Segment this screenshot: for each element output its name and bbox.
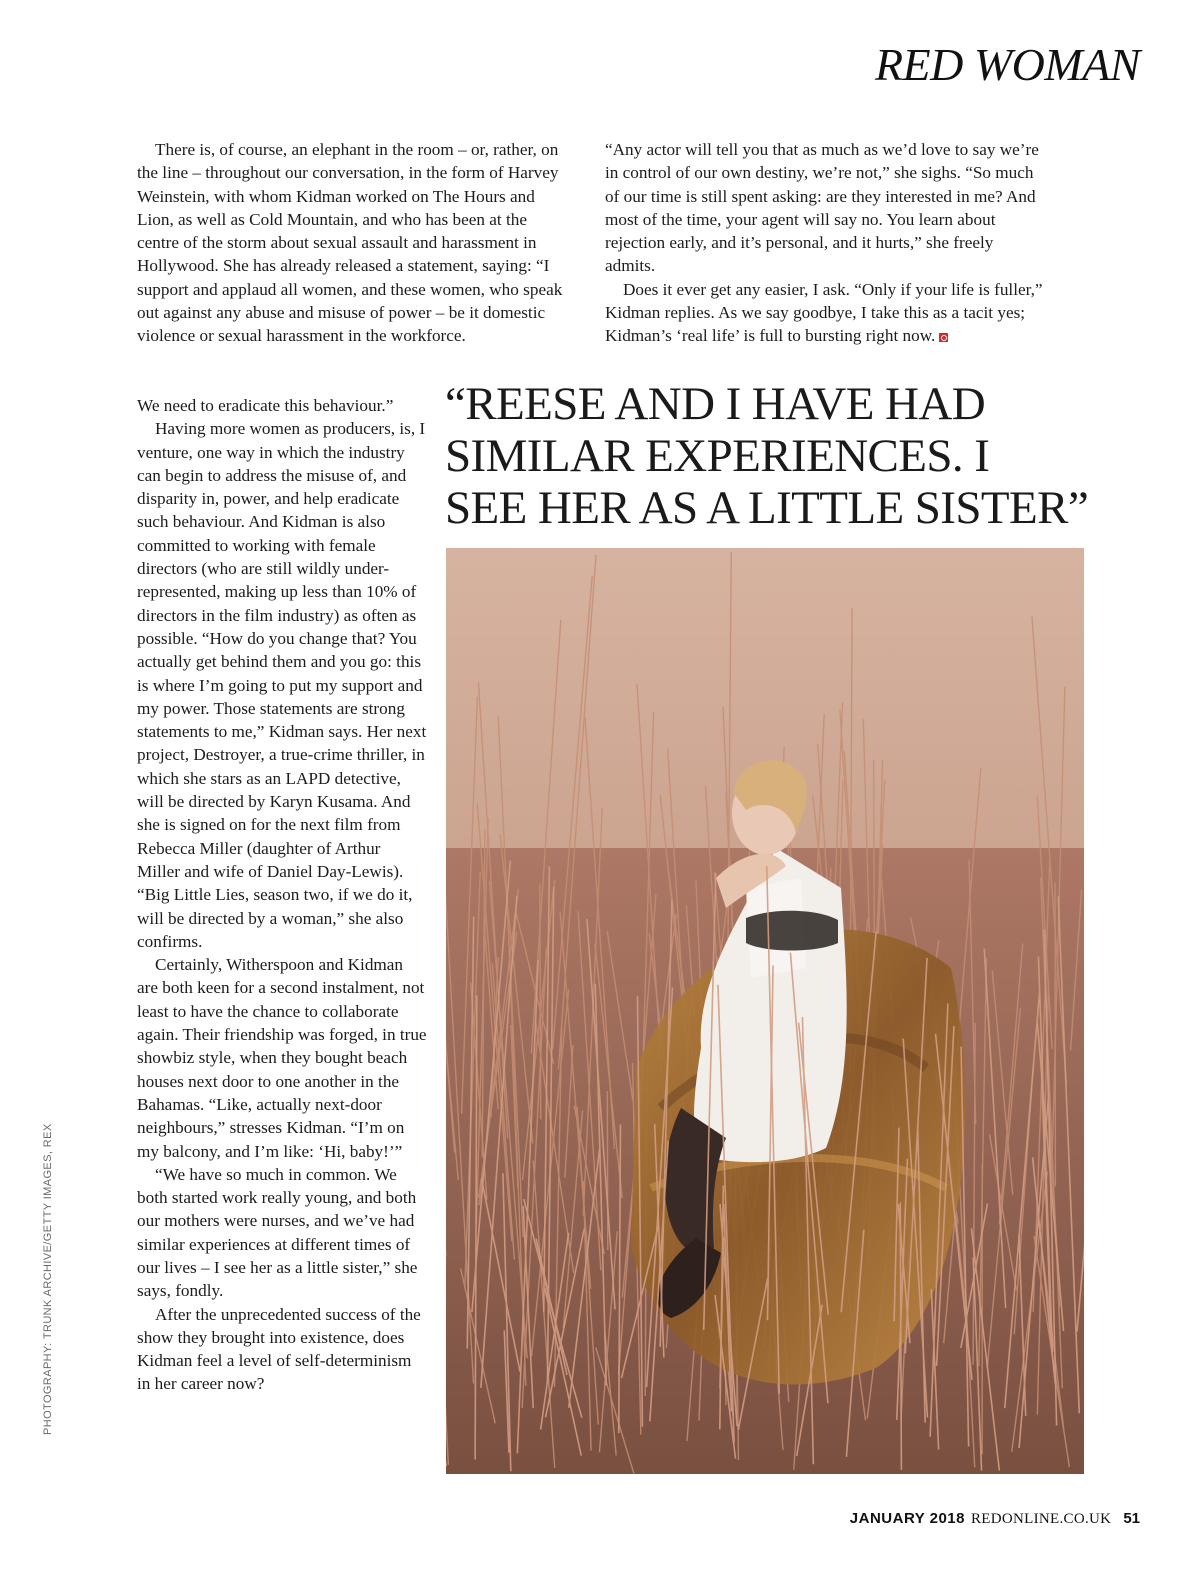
website: REDONLINE.CO.UK bbox=[970, 1511, 1112, 1527]
article-column-left-narrow bbox=[137, 394, 427, 1396]
pull-quote-line: “REESE AND I HAVE HAD bbox=[445, 378, 986, 430]
paragraph: Having more women as producers, is, I venture, one way in which the industry can begin to address the misuse of, and disparity in, power, and help eradicate such behaviour. And Kidman is also committed to working with female directors (who are still wildly under-represented, making up less than 10% of directors in the film industry) as often as possible. “How do you change that? You actually get behind them and you go: this is where I’m going to put my support and my power. Those statements are strong statements to me,” Kidman says. Her next project, Destroyer, a true-crime thriller, in which she stars as an LAPD detective, will be directed by Karyn Kusama. And she is signed on for the next film from Rebecca Miller (daughter of Arthur Miller and wife of Daniel Day-Lewis). “Big Little Lies, season two, if we do it, will be directed by a woman,” she also confirms. bbox=[137, 419, 427, 951]
photo-illustration bbox=[446, 548, 1084, 1474]
paragraph-text: Does it ever get any easier, I ask. “Only if your life is fuller,” Kidman replies. As we say goodbye, I take this as a tacit yes; Kidman’s ‘real life’ is full to bursting right now. bbox=[605, 279, 1043, 346]
grass-blade bbox=[540, 884, 541, 1120]
paragraph: “Any actor will tell you that as much as we’d love to say we’re in control of our own destiny, we’re not,” she sighs. “So much of our time is still spent asking: are they interested in me? And most of the time, your agent will say no. You learn about rejection early, and it’s personal, and it hurts,” she freely admits. bbox=[605, 140, 1039, 276]
pull-quote-line: SEE HER AS A LITTLE SISTER” bbox=[445, 482, 1089, 534]
article-column-left-top bbox=[137, 138, 565, 348]
photo-credit: PHOTOGRAPHY: TRUNK ARCHIVE/GETTY IMAGES, REX bbox=[42, 1123, 54, 1435]
paragraph: After the unprecedented success of the show they brought into existence, does Kidman feel a level of self-determinism in her career now? bbox=[137, 1304, 421, 1394]
page-number: 51 bbox=[1123, 1510, 1140, 1527]
page-footer bbox=[850, 1510, 1140, 1528]
paragraph-last bbox=[605, 278, 1045, 348]
paragraph: There is, of course, an elephant in the room – or, rather, on the line – throughout our conversation, in the form of Harvey Weinstein, with whom Kidman worked on The Hours and Lion, as well as Cold Mountain, and who has been at the centre of the storm about sexual assault and harassment in Hollywood. She has already released a statement, saying: “I support and applaud all women, and these women, who speak out against any abuse and misuse of power – be it domestic violence or sexual harassment in the workforce. bbox=[137, 140, 563, 346]
grass-blade bbox=[900, 1202, 901, 1469]
paragraph: We need to eradicate this behaviour.” bbox=[137, 396, 394, 415]
section-title: RED WOMAN bbox=[874, 39, 1140, 90]
article-photo bbox=[446, 548, 1084, 1474]
pull-quote-line: SIMILAR EXPERIENCES. I bbox=[445, 430, 990, 482]
article-column-right bbox=[605, 138, 1045, 348]
pull-quote bbox=[445, 378, 1105, 534]
issue-date: JANUARY 2018 bbox=[849, 1510, 965, 1527]
paragraph: Certainly, Witherspoon and Kidman are both keen for a second instalment, not least to have the chance to collaborate again. Their friendship was forged, in true showbiz style, when they bought beach houses next door to one another in the Bahamas. “Like, actually next-door neighbours,” stresses Kidman. “I’m on my balcony, and I’m like: ‘Hi, baby!’” bbox=[137, 955, 427, 1161]
end-mark-icon bbox=[939, 333, 948, 342]
paragraph: “We have so much in common. We both started work really young, and both our mothers were nurses, and we’ve had similar experiences at different times of our lives – I see her as a little sister,” she says, fondly. bbox=[137, 1164, 418, 1301]
